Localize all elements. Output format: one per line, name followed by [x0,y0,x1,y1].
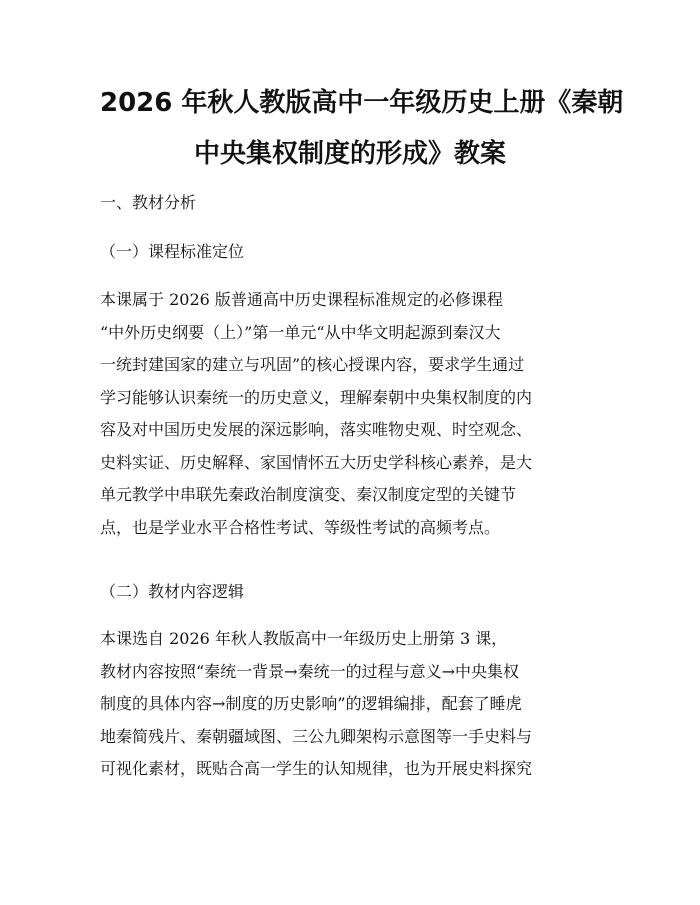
subsection-heading-curriculum-standard: （一）课程标准定位 [100,242,245,261]
paragraph-line: 制度的具体内容→制度的历史影响”的逻辑编排，配套了睡虎 [100,694,522,713]
paragraph-line: 地秦简残片、秦朝疆域图、三公九卿架构示意图等一手史料与 [100,726,533,746]
paragraph-line: 可视化素材，既贴合高一学生的认知规律，也为开展史料探究 [100,759,533,778]
paragraph-line: 单元教学中串联先秦政治制度演变、秦汉制度定型的关键节 [100,485,517,504]
paragraph-line: “中外历史纲要（上）”第一单元“从中华文明起源到秦汉大 [100,322,501,342]
title-line: 2026 年秋人教版高中一年级历史上册《秦朝 [100,88,624,118]
document-title [100,78,624,180]
paragraph-line: 本课选自 2026 年秋人教版高中一年级历史上册第 3 课， [100,629,508,648]
title-line: 中央集权制度的形成》教案 [193,139,506,169]
paragraph-line: 史料实证、历史解释、家国情怀五大历史学科核心素养，是大 [100,452,533,472]
paragraph-line: 本课属于 2026 版普通高中历史课程标准规定的必修课程 [100,290,503,309]
subsection-heading-content-logic: （二）教材内容逻辑 [100,582,245,601]
paragraph-curriculum-standard [100,284,600,544]
paragraph-content-logic [100,623,600,786]
paragraph-line: 容及对中国历史发展的深远影响，落实唯物史观、时空观念、 [100,420,533,439]
section-heading-textbook-analysis: 一、教材分析 [100,193,197,212]
paragraph-line: 点，也是学业水平合格性考试、等级性考试的高频考点。 [100,517,501,537]
paragraph-line: 一统封建国家的建立与巩固”的核心授课内容，要求学生通过 [100,355,525,374]
paragraph-line: 教材内容按照“秦统一背景→秦统一的过程与意义→中央集权 [100,661,519,681]
paragraph-line: 学习能够认识秦统一的历史意义，理解秦朝中央集权制度的内 [100,387,533,407]
